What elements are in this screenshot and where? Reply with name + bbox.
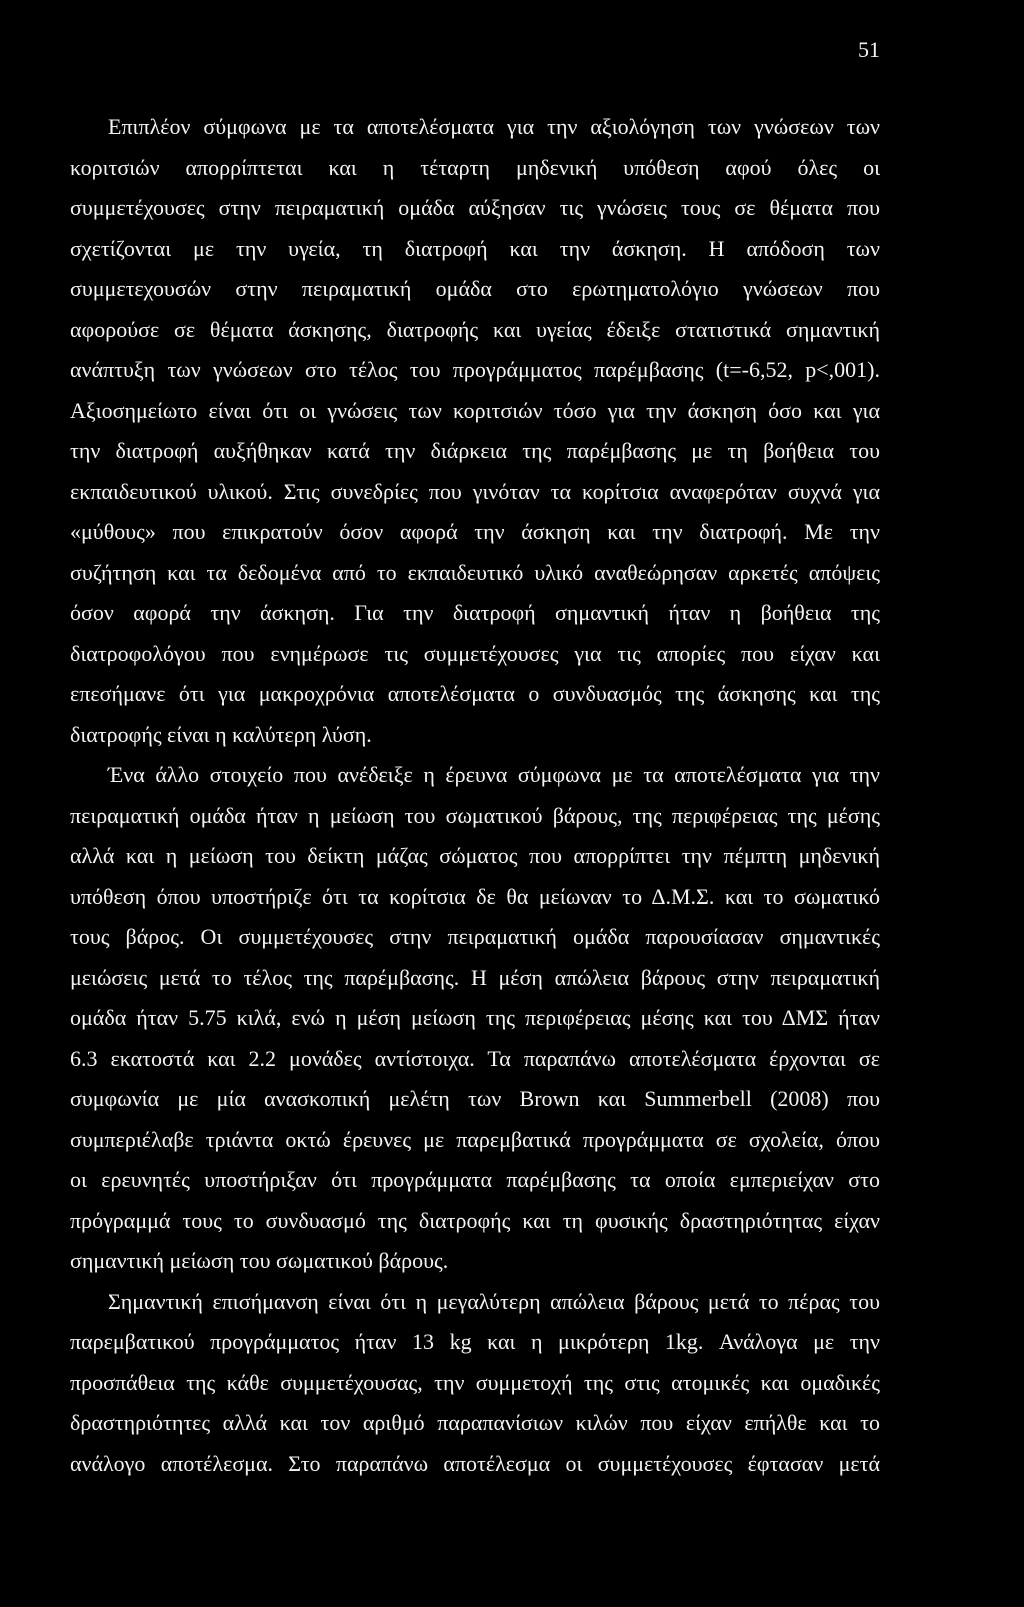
- text-line: παρεμβατικού προγράμματος ήταν 13 kg και η μικρότερη 1kg. Ανάλογα με την: [70, 1329, 880, 1354]
- paragraph-3: [70, 1282, 880, 1485]
- text-line: ομάδα ήταν 5.75 κιλά, ενώ η μέση μείωση της περιφέρειας μέσης και του ΔΜΣ ήταν: [70, 1005, 880, 1030]
- paragraph-1: [70, 107, 880, 755]
- text-line: διατροφολόγου που ενημέρωσε τις συμμετέχουσες για τις απορίες που είχαν και: [70, 640, 880, 666]
- text-line: ανάπτυξη των γνώσεων στο τέλος του προγράμματος παρέμβασης (t=-6,52, p<,001).: [70, 357, 880, 382]
- text-line: Επιπλέον σύμφωνα με τα αποτελέσματα για την αξιολόγηση των γνώσεων των: [108, 114, 880, 139]
- text-line: 6.3 εκατοστά και 2.2 μονάδες αντίστοιχα. Τα παραπάνω αποτελέσματα έρχονται σε: [70, 1045, 880, 1071]
- text-line: υπόθεση όπου υποστήριζε ότι τα κορίτσια δε θα μείωναν το Δ.Μ.Σ. και το σωματικό: [70, 883, 880, 909]
- text-line: οι ερευνητές υποστήριξαν ότι προγράμματα παρέμβασης τα οποία εμπεριείχαν στο: [70, 1167, 880, 1192]
- text-line: εκπαιδευτικού υλικού. Στις συνεδρίες που γινόταν τα κορίτσια αναφερόταν συχνά για: [70, 478, 880, 504]
- text-line: σχετίζονται με την υγεία, τη διατροφή και την άσκηση. Η απόδοση των: [70, 235, 880, 261]
- text-line: συζήτηση και τα δεδομένα από το εκπαιδευτικό υλικό αναθεώρησαν αρκετές απόψεις: [70, 559, 880, 585]
- text-line: δραστηριότητες αλλά και τον αριθμό παραπανίσιων κιλών που είχαν επήλθε και το: [70, 1410, 880, 1435]
- text-line: διατροφής είναι η καλύτερη λύση.: [70, 721, 372, 747]
- text-line: πειραματική ομάδα ήταν η μείωση του σωματικού βάρους, της περιφέρειας της μέσης: [70, 802, 880, 828]
- text-line: σημαντική μείωση του σωματικού βάρους.: [70, 1248, 449, 1273]
- text-line: αλλά και η μείωση του δείκτη μάζας σώματος που απορρίπτει την πέμπτη μηδενική: [70, 843, 880, 868]
- text-line: Σημαντική επισήμανση είναι ότι η μεγαλύτερη απώλεια βάρους μετά το πέρας του: [108, 1288, 880, 1314]
- text-line: επεσήμανε ότι για μακροχρόνια αποτελέσματα ο συνδυασμός της άσκησης και της: [70, 681, 880, 706]
- text-line: κοριτσιών απορρίπτεται και η τέταρτη μηδενική υπόθεση αφού όλες οι: [70, 154, 880, 180]
- page-number: 51: [858, 37, 880, 62]
- text-line: πρόγραμμά τους το συνδυασμό της διατροφής και τη φυσικής δραστηριότητας είχαν: [70, 1207, 880, 1233]
- text-line: «μύθους» που επικρατούν όσον αφορά την άσκηση και την διατροφή. Με την: [70, 519, 880, 544]
- text-line: ανάλογο αποτέλεσμα. Στο παραπάνω αποτέλεσμα οι συμμετέχουσες έφτασαν μετά: [70, 1450, 880, 1476]
- text-line: όσον αφορά την άσκηση. Για την διατροφή σημαντική ήταν η βοήθεια της: [70, 600, 880, 625]
- text-line: συμφωνία με μία ανασκοπική μελέτη των Brown και Summerbell (2008) που: [70, 1086, 880, 1111]
- text-line: μειώσεις μετά το τέλος της παρέμβασης. Η μέση απώλεια βάρους στην πειραματική: [70, 964, 880, 990]
- text-line: Αξιοσημείωτο είναι ότι οι γνώσεις των κοριτσιών τόσο για την άσκηση όσο και για: [70, 397, 880, 423]
- paragraph-2: [70, 755, 880, 1282]
- text-line: συμπεριέλαβε τριάντα οκτώ έρευνες με παρεμβατικά προγράμματα σε σχολεία, όπου: [70, 1126, 880, 1152]
- text-line: προσπάθεια της κάθε συμμετέχουσας, την συμμετοχή της στις ατομικές και ομαδικές: [70, 1369, 880, 1395]
- text-line: την διατροφή αυξήθηκαν κατά την διάρκεια της παρέμβασης με τη βοήθεια του: [70, 438, 880, 463]
- text-line: συμμετέχουσες στην πειραματική ομάδα αύξησαν τις γνώσεις τους σε θέματα που: [70, 195, 880, 220]
- text-line: τους βάρος. Οι συμμετέχουσες στην πειραματική ομάδα παρουσίασαν σημαντικές: [70, 924, 880, 949]
- text-line: αφορούσε σε θέματα άσκησης, διατροφής και υγείας έδειξε στατιστικά σημαντική: [70, 316, 880, 342]
- text-line: συμμετεχουσών στην πειραματική ομάδα στο ερωτηματολόγιο γνώσεων που: [70, 276, 880, 301]
- text-line: Ένα άλλο στοιχείο που ανέδειξε η έρευνα σύμφωνα με τα αποτελέσματα για την: [108, 762, 880, 787]
- body-text: [70, 107, 880, 1484]
